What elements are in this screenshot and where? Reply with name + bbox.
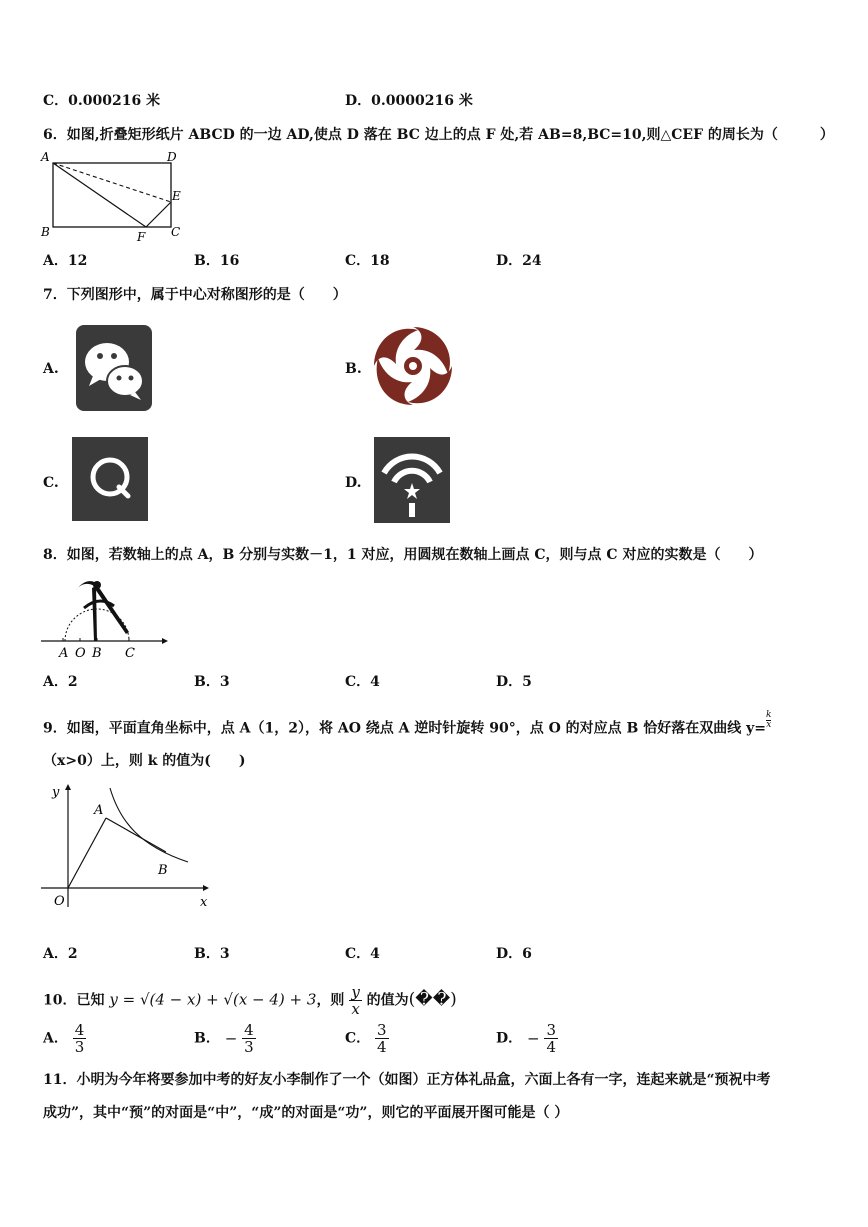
q5-option-d: D．0.0000216 米 xyxy=(345,93,473,109)
q9-label-a: A xyxy=(94,803,104,818)
q9-frac-den: x xyxy=(766,720,772,730)
q10-stem xyxy=(43,984,457,1017)
phoenix-logo-icon xyxy=(370,322,456,410)
q8-option-a: A．2 xyxy=(43,674,78,690)
q7-stem: 7．下列图形中，属于中心对称图形的是（ ） xyxy=(43,287,347,303)
q10-option-d xyxy=(496,1022,558,1055)
q10-mid: ，则 xyxy=(316,992,345,1009)
q6-option-a: A．12 xyxy=(43,253,88,269)
q10-option-b-den: 3 xyxy=(244,1038,254,1056)
q10-option-d-fraction xyxy=(544,1022,558,1055)
q10-option-d-sign: − xyxy=(527,1029,540,1048)
q6-option-b: B．16 xyxy=(194,253,240,269)
q5-option-c: C．0.000216 米 xyxy=(43,93,161,109)
wechat-icon xyxy=(75,324,153,412)
q10-option-a-label: A． xyxy=(43,1030,68,1047)
q9-label-o: O xyxy=(54,894,65,909)
q8-stem: 8．如图，若数轴上的点 A，B 分别与实数－1，1 对应，用圆规在数轴上画点 C，则与点 C 对应的实数是（ ） xyxy=(43,547,763,563)
q9-frac-num: k xyxy=(766,710,772,720)
q6-option-d: D．24 xyxy=(496,253,542,269)
q8-label-c: C xyxy=(125,646,135,661)
q8-label-b: B xyxy=(92,646,102,661)
q8-label-o: O xyxy=(75,646,86,661)
q6-stem: 6．如图,折叠矩形纸片 ABCD 的一边 AD,使点 D 落在 BC 边上的点 F 处,若 AB=8,BC=10,则△CEF 的周长为（ ） xyxy=(43,127,834,143)
q10-prefix: 10．已知 xyxy=(43,992,105,1009)
q7-option-c-label: C. xyxy=(43,475,59,491)
q7-option-d-label: D. xyxy=(345,475,362,491)
q10-option-a xyxy=(43,1022,86,1055)
q10-option-c-fraction xyxy=(375,1022,389,1055)
q6-label-b: B xyxy=(41,225,50,239)
q9-label-y: y xyxy=(52,785,60,800)
q8-option-c: C．4 xyxy=(345,674,380,690)
q9-option-c: C．4 xyxy=(345,946,380,962)
q10-formula: y = √(4 − x) + √(x − 4) + 3 xyxy=(109,990,317,1009)
q9-stem-part1: 9．如图，平面直角坐标中，点 A（1，2），将 AO 绕点 A 逆时针旋转 90°，点 O 的对应点 B 恰好落在双曲线 y= xyxy=(43,720,766,737)
q8-number-line-figure xyxy=(38,572,170,664)
q10-option-c xyxy=(345,1022,389,1055)
q8-option-d: D．5 xyxy=(496,674,532,690)
q9-option-a: A．2 xyxy=(43,946,78,962)
q9-stem-line2: （x>0）上，则 k 的值为( ) xyxy=(43,753,246,769)
q8-label-a: A xyxy=(59,646,69,661)
q11-stem-line1: 11．小明为今年将要参加中考的好友小李制作了一个（如图）正方体礼品盒，六面上各有一字，连起来就是“预祝中考 xyxy=(43,1072,771,1088)
q6-option-c: C．18 xyxy=(345,253,390,269)
q6-rectangle-figure xyxy=(38,148,188,243)
q10-option-d-label: D． xyxy=(496,1030,523,1047)
q11-stem-line2: 成功”，其中“预”的对面是“中”，“成”的对面是“功”，则它的平面展开图可能是（ ） xyxy=(43,1105,569,1121)
q7-option-b-label: B. xyxy=(345,361,362,377)
q9-label-x: x xyxy=(200,895,208,910)
q10-option-b-sign: − xyxy=(224,1029,238,1048)
q6-label-c: C xyxy=(171,225,181,239)
q10-option-b-num: 4 xyxy=(244,1021,254,1039)
q9-option-d: D．6 xyxy=(496,946,532,962)
q10-bracket: (��) xyxy=(408,989,457,1010)
q10-option-a-den: 3 xyxy=(74,1038,85,1056)
q9-coordinate-figure xyxy=(38,782,218,912)
q10-option-d-num: 3 xyxy=(546,1021,557,1039)
q10-option-c-label: C． xyxy=(345,1030,371,1047)
q6-label-e: E xyxy=(172,189,181,203)
q10-frac-den: x xyxy=(351,1000,360,1018)
q6-label-a: A xyxy=(41,150,50,164)
q8-option-b: B．3 xyxy=(194,674,230,690)
q6-label-d: D xyxy=(167,150,177,164)
q10-option-b-label: B． xyxy=(194,1030,220,1047)
q10-ratio-fraction xyxy=(349,984,361,1017)
q7-option-a-label: A. xyxy=(43,361,59,377)
q9-label-b: B xyxy=(158,863,168,878)
q6-label-f: F xyxy=(137,230,146,244)
wifi-signal-icon xyxy=(374,437,450,523)
q10-option-b xyxy=(194,1022,256,1055)
q10-option-d-den: 4 xyxy=(546,1038,557,1056)
q10-option-c-num: 3 xyxy=(377,1021,387,1039)
q9-option-b: B．3 xyxy=(194,946,230,962)
q10-frac-num: y xyxy=(351,983,360,1001)
q-logo-icon xyxy=(72,437,148,521)
q10-option-b-fraction xyxy=(242,1022,256,1055)
q9-stem-line1 xyxy=(43,711,771,738)
q10-option-a-num: 4 xyxy=(74,1021,85,1039)
q10-option-a-fraction xyxy=(73,1022,87,1055)
q10-suffix: 的值为 xyxy=(366,992,409,1009)
q9-hyperbola-fraction xyxy=(766,711,771,730)
q10-option-c-den: 4 xyxy=(377,1038,387,1056)
